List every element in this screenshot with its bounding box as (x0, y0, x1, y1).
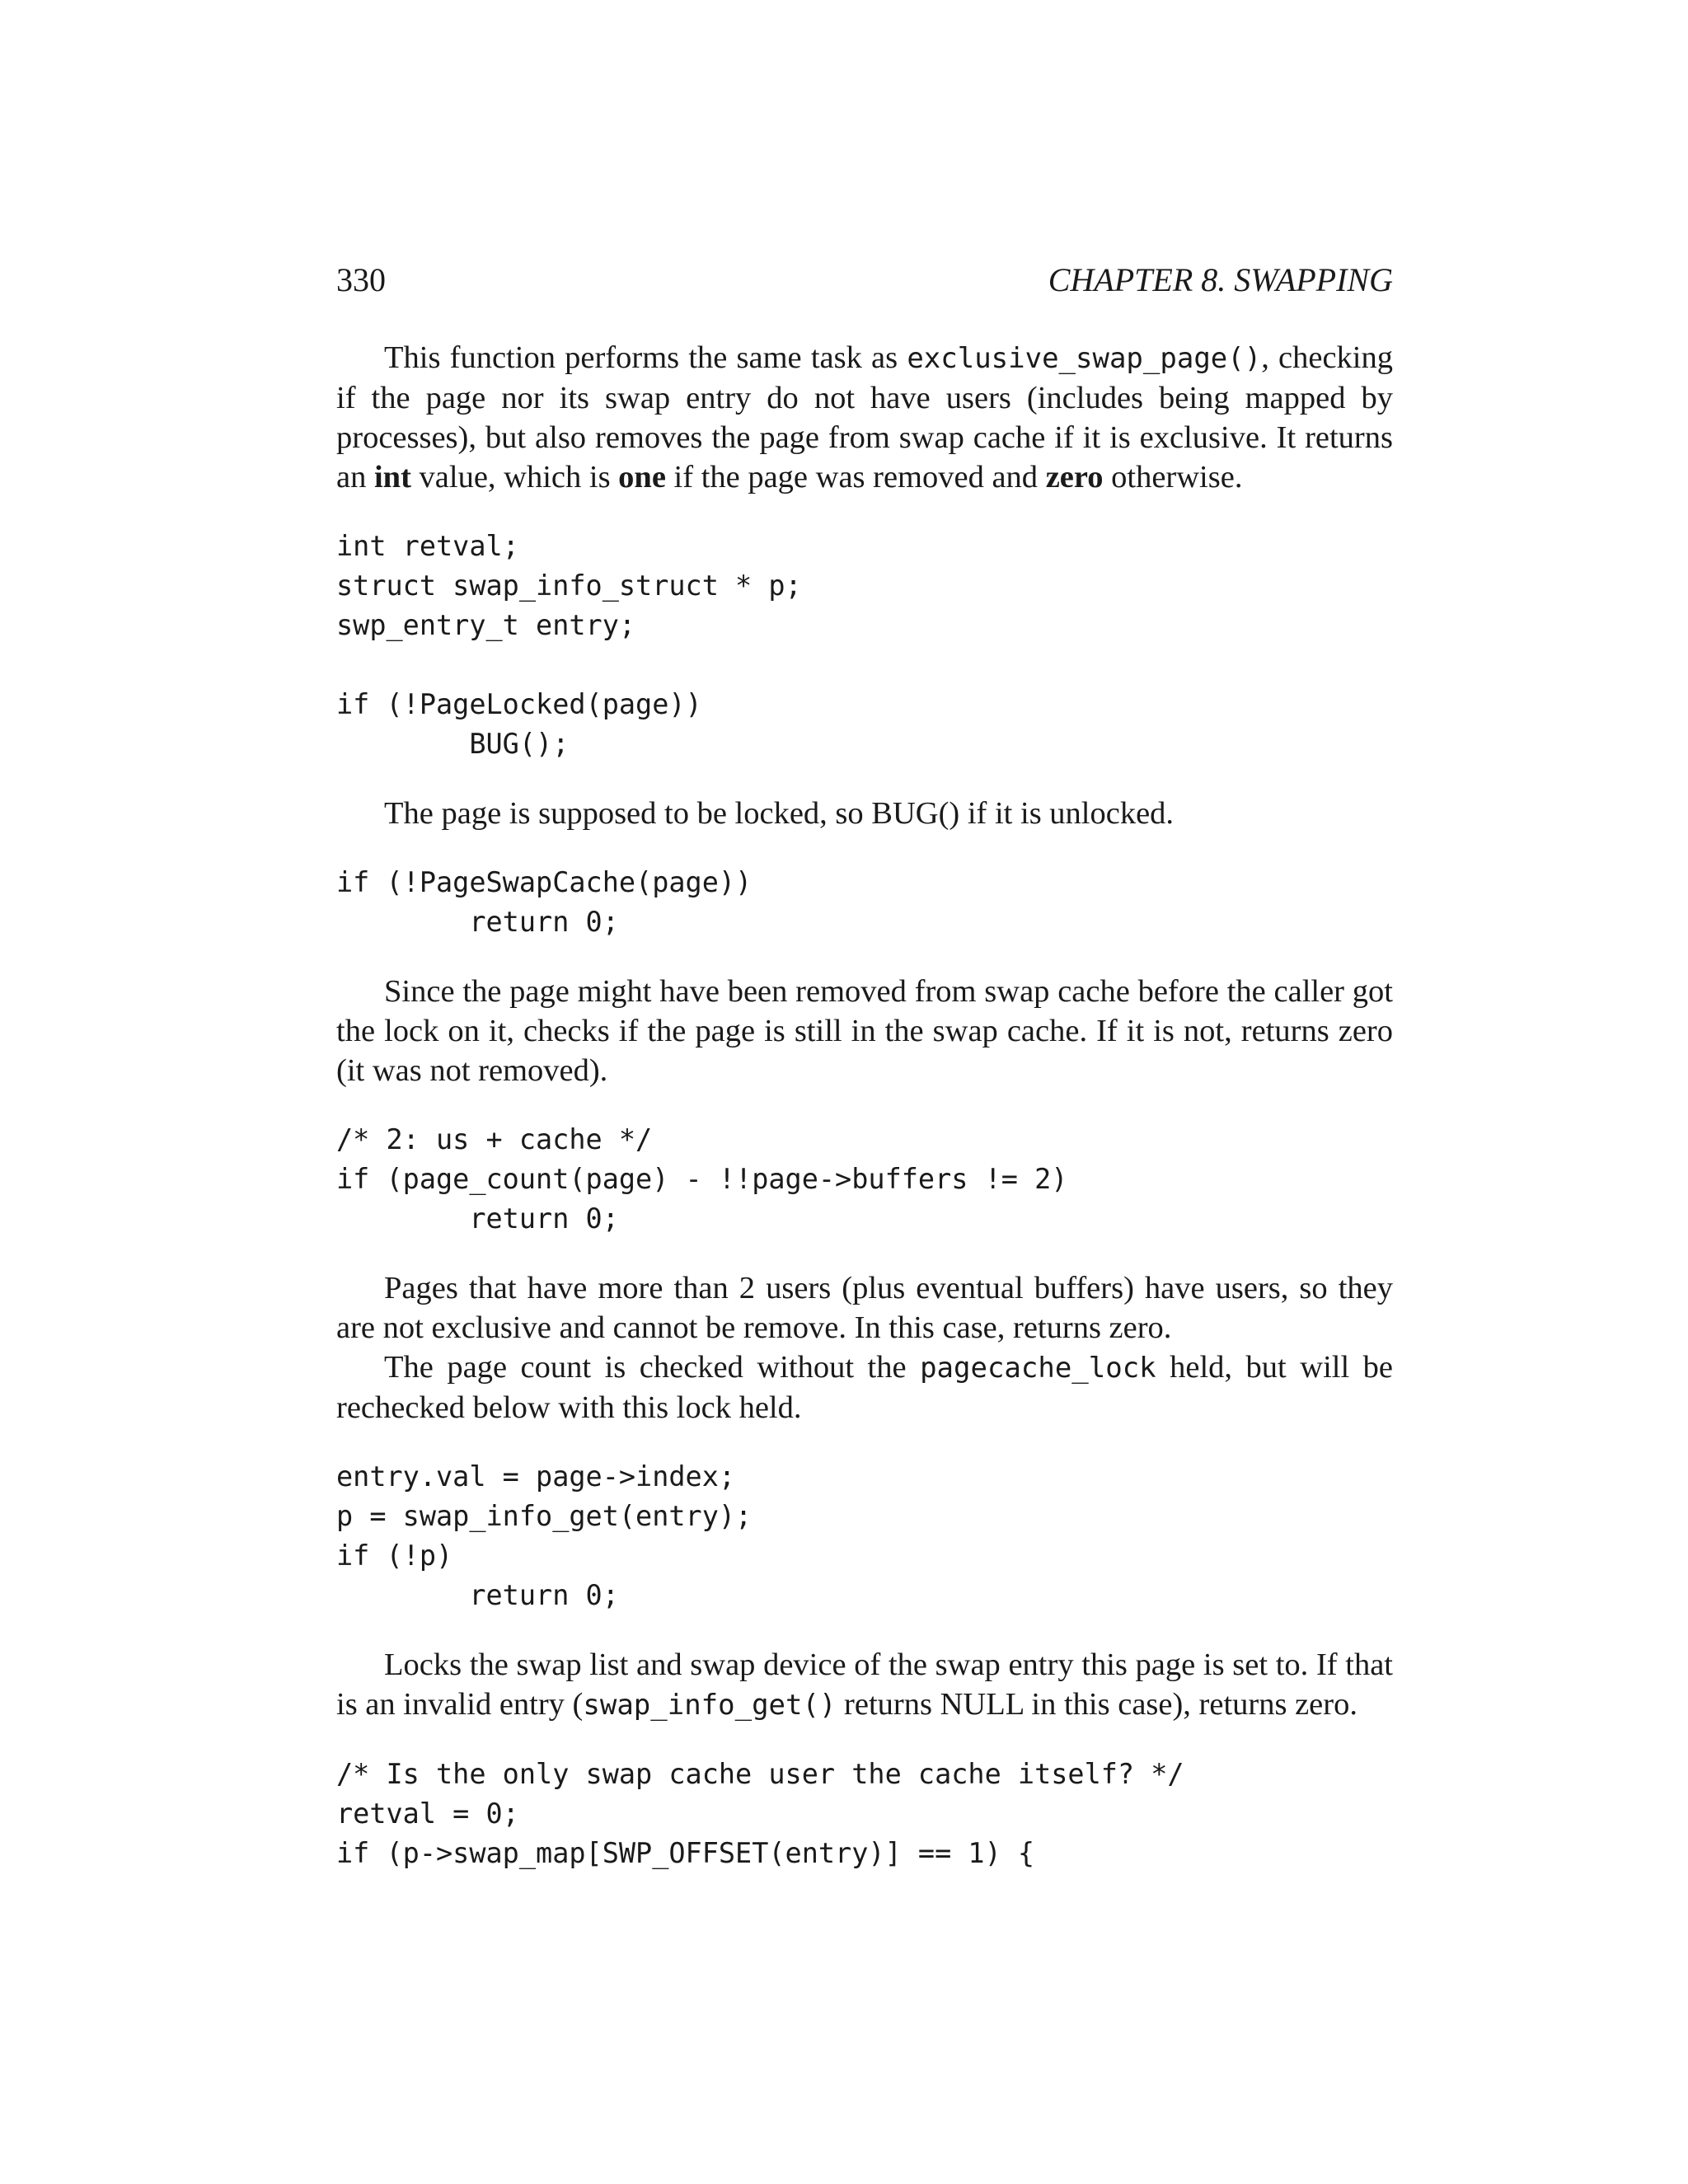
bold-term: one (618, 460, 666, 494)
paragraph-intro: This function performs the same task as exclusive_swap_page(), checking if the page nor its swap entry do not have users (includes being mapped by processes), but also removes the page from swap cache if it is exclusive. It returns an int value, which is one if the page was removed and zero otherwise. (336, 340, 1393, 494)
code-block-swap-map: /* Is the only swap cache user the cache itself? */ retval = 0; if (p->swap_map[SWP_OFFSET(entry)] == 1) { (336, 1758, 1184, 1869)
chapter-title: CHAPTER 8. SWAPPING (1048, 261, 1393, 298)
running-header (336, 255, 1393, 305)
inline-code: pagecache_lock (920, 1352, 1156, 1385)
paragraph-swapcache: Since the page might have been removed from swap cache before the caller got the lock on it, checks if the page is still in the swap cache. If it is not, returns zero (it was not removed). (336, 974, 1393, 1088)
code-block-declarations: int retval; struct swap_info_struct * p; swp_entry_t entry; if (!PageLocked(page)) BUG(); (336, 530, 802, 760)
paragraph-users: Pages that have more than 2 users (plus eventual buffers) have users, so they are not exclusive and cannot be remove. In this case, returns zero. (336, 1271, 1393, 1345)
page-number: 330 (336, 261, 386, 298)
bold-term: zero (1045, 460, 1104, 494)
bold-term: int (373, 460, 411, 494)
code-block-swapcache-check: if (!PageSwapCache(page)) return 0; (336, 866, 753, 938)
code-block-page-count: /* 2: us + cache */ if (page_count(page) - !!page->buffers != 2) return 0; (336, 1123, 1068, 1235)
paragraph-locks-swap-list: Locks the swap list and swap device of the swap entry this page is set to. If that is an invalid entry (swap_info_get() returns NULL in this case), returns zero. (336, 1647, 1393, 1722)
document-page (336, 255, 1393, 1873)
paragraph-pagecache-lock: The page count is checked without the pagecache_lock held, but will be rechecked below with this lock held. (336, 1350, 1393, 1425)
inline-code: exclusive_swap_page() (907, 342, 1262, 375)
paragraph-locked: The page is supposed to be locked, so BUG() if it is unlocked. (384, 796, 1175, 831)
code-block-swap-info: entry.val = page->index; p = swap_info_get(entry); if (!p) return 0; (336, 1460, 753, 1611)
inline-code: swap_info_get() (583, 1689, 837, 1722)
